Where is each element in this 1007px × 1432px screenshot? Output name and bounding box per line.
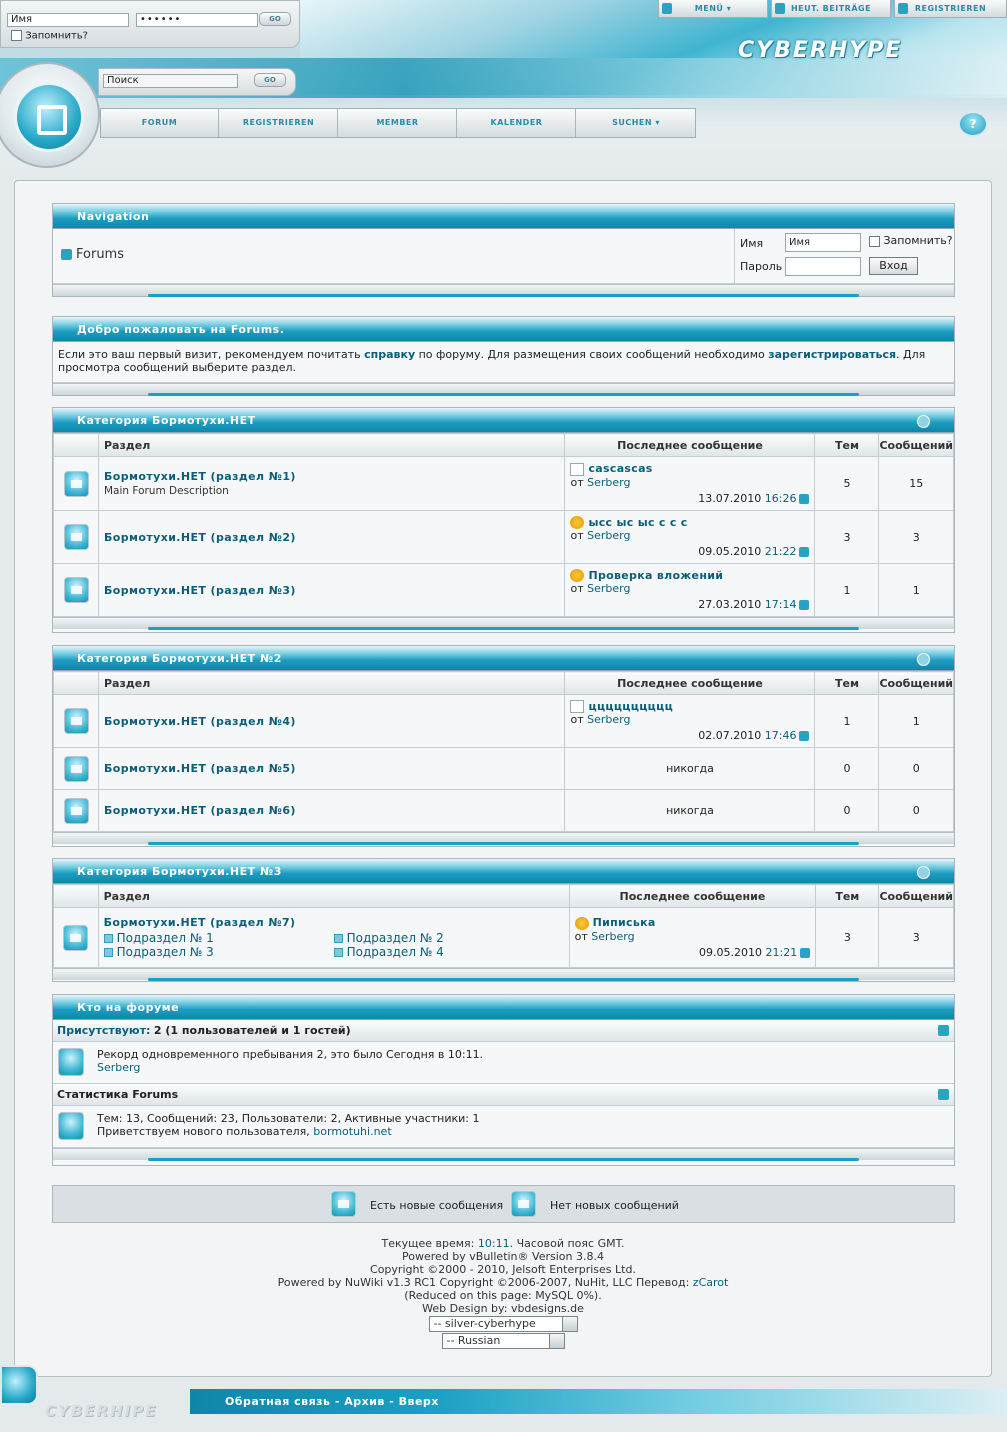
forum-link[interactable]: Бормотухи.НЕТ (раздел №3) <box>104 583 296 597</box>
go-to-post-icon[interactable] <box>800 948 810 958</box>
forum-status-icon[interactable] <box>64 756 89 782</box>
last-post-time: 17:14 <box>764 598 797 612</box>
go-to-post-icon[interactable] <box>799 547 809 557</box>
block-footer <box>53 968 954 980</box>
column-header-last-post: Последнее сообщение <box>569 885 816 908</box>
time-suffix: . Часовой пояс GMT. <box>509 1237 625 1250</box>
nav-remember-label: Запомнить? <box>883 234 953 247</box>
top-link-today-posts[interactable] <box>771 0 891 18</box>
forum-row <box>54 790 954 832</box>
arrow-icon <box>775 3 785 14</box>
forum-table <box>53 884 954 968</box>
header-username-input[interactable]: Имя <box>7 13 129 27</box>
header-login-go-button[interactable]: GO <box>259 12 291 26</box>
document-icon <box>570 463 584 476</box>
thread-count: 0 <box>815 748 879 790</box>
column-header-forum: Раздел <box>99 434 565 457</box>
forum-table <box>53 433 954 617</box>
header-remember-label: Запомнить? <box>25 30 88 42</box>
last-post-date: 09.05.2010 <box>699 945 763 959</box>
last-post-time: 17:46 <box>764 729 797 743</box>
last-post-user[interactable]: Serberg <box>591 929 635 943</box>
go-to-post-icon[interactable] <box>799 600 809 610</box>
welcome-block <box>52 316 955 396</box>
forum-link[interactable]: Бормотухи.НЕТ (раздел №4) <box>104 714 296 728</box>
legend-new-label: Есть новые сообщения <box>370 1199 504 1212</box>
nav-tab-register[interactable]: REGISTRIEREN <box>220 109 338 137</box>
collapse-icon[interactable] <box>938 1089 949 1100</box>
subforum-link[interactable] <box>104 945 334 959</box>
language-select-value: -- Russian <box>446 1334 501 1347</box>
column-header-last-post: Последнее сообщение <box>565 434 815 457</box>
forum-link[interactable]: Бормотухи.НЕТ (раздел №7) <box>103 916 296 929</box>
post-count: 3 <box>879 908 954 968</box>
style-select[interactable] <box>429 1316 578 1332</box>
breadcrumb-forums[interactable]: Forums <box>76 247 124 262</box>
footer <box>14 1237 992 1349</box>
last-post-user[interactable]: Serberg <box>587 475 631 489</box>
welcome-text-1: Если это ваш первый визит, рекомендуем почитать <box>58 348 365 361</box>
category-title <box>53 408 954 433</box>
block-footer <box>53 832 954 844</box>
nav-tab-member[interactable]: MEMBER <box>339 109 457 137</box>
nav-username-input[interactable]: Имя <box>785 233 861 252</box>
top-link-menu[interactable]: MENÜ ▾ <box>658 0 768 18</box>
arrow-icon <box>662 3 672 14</box>
last-post-date: 13.07.2010 <box>698 491 762 505</box>
go-to-post-icon[interactable] <box>799 494 809 504</box>
legend-old-label: Нет новых сообщений <box>550 1199 679 1212</box>
forum-link[interactable]: Бормотухи.НЕТ (раздел №6) <box>104 804 296 817</box>
forum-row <box>54 908 954 968</box>
post-count: 1 <box>879 564 954 617</box>
new-user-link[interactable]: bormotuhi.net <box>313 1125 392 1138</box>
subforum-label: Подраздел № 1 <box>116 931 214 945</box>
collapse-icon[interactable] <box>917 866 930 879</box>
welcome-new-user-text: Приветствуем нового пользователя, <box>97 1125 314 1138</box>
forum-link[interactable]: Бормотухи.НЕТ (раздел №1) <box>104 470 296 483</box>
reduced-note: (Reduced on this page: MySQL 0%). <box>404 1289 602 1302</box>
forum-link[interactable]: Бормотухи.НЕТ (раздел №5) <box>104 762 296 775</box>
stats-chart-icon <box>58 1112 84 1140</box>
language-select[interactable] <box>442 1333 565 1349</box>
by-label: от <box>570 582 584 596</box>
last-post-date: 02.07.2010 <box>698 729 762 743</box>
last-post-title[interactable]: цццццццццц <box>588 699 674 713</box>
collapse-icon[interactable] <box>938 1025 949 1036</box>
chevron-down-icon <box>549 1334 564 1348</box>
block-footer <box>53 1148 954 1160</box>
thread-count: 3 <box>816 908 879 968</box>
chevron-down-icon <box>562 1317 577 1331</box>
thread-count: 3 <box>815 511 879 564</box>
icon-legend <box>52 1185 955 1223</box>
top-link-register[interactable] <box>894 0 1007 18</box>
forum-description: Main Forum Description <box>104 485 229 497</box>
subforum-icon <box>334 934 343 943</box>
whos-online-title: Кто на форуме <box>53 995 954 1020</box>
online-record-row <box>53 1042 954 1084</box>
thread-count: 1 <box>815 695 879 748</box>
column-header-last-post: Последнее сообщение <box>565 672 815 695</box>
forum-link[interactable]: Бормотухи.НЕТ (раздел №2) <box>104 530 296 544</box>
by-label: от <box>570 713 584 727</box>
last-post-date: 27.03.2010 <box>698 598 762 612</box>
breadcrumb-icon <box>61 249 72 260</box>
forum-status-icon[interactable] <box>64 471 89 497</box>
forum-status-icon[interactable] <box>64 708 89 734</box>
subforum-link[interactable] <box>334 945 564 959</box>
document-icon <box>570 700 584 713</box>
column-header-threads: Тем <box>816 885 879 908</box>
time-prefix: Текущее время: <box>381 1237 478 1250</box>
last-post-title[interactable]: cascascas <box>588 462 653 476</box>
last-post-time: 21:22 <box>764 545 797 559</box>
column-header-posts: Сообщений <box>879 434 954 457</box>
online-user-link[interactable]: Serberg <box>97 1061 141 1074</box>
subforum-label: Подраздел № 3 <box>116 945 214 959</box>
current-time: 10:11 <box>477 1237 510 1250</box>
online-record-text: Рекорд одновременного пребывания 2, это было Сегодня в 10:11. <box>97 1048 484 1061</box>
present-header <box>53 1020 954 1042</box>
last-post-never: никогда <box>565 790 815 832</box>
collapse-icon[interactable] <box>917 653 930 666</box>
bottom-brand: CYBERHIPE <box>45 1402 158 1420</box>
by-label: от <box>570 529 584 543</box>
present-count: 2 (1 пользователей и 1 гостей) <box>153 1024 351 1037</box>
forum-row <box>54 511 954 564</box>
present-label[interactable]: Присутствуют: <box>57 1024 151 1037</box>
block-footer <box>53 383 954 395</box>
stats-header <box>53 1084 954 1106</box>
category-title-text: Категория Бормотухи.НЕТ <box>77 414 256 427</box>
last-post-time: 16:26 <box>764 491 797 505</box>
powered-by: Powered by vBulletin® Version 3.8.4 <box>402 1250 604 1263</box>
forum-status-icon[interactable] <box>64 577 89 603</box>
forum-status-icon[interactable] <box>64 798 89 824</box>
style-select-value: -- silver-cyberhype <box>433 1317 536 1330</box>
navigation-title: Navigation <box>53 204 954 229</box>
thread-count: 0 <box>815 790 879 832</box>
forum-table <box>53 671 954 832</box>
top-link-today-label: HEUT. BEITRÄGE <box>790 4 872 13</box>
brand-logo: CYBERHYPE <box>738 38 903 63</box>
header-search-input[interactable]: Поиск <box>103 74 238 88</box>
last-post-time: 21:21 <box>765 945 798 959</box>
forum-status-icon[interactable] <box>63 925 88 951</box>
users-icon <box>58 1048 84 1076</box>
subforum-link[interactable] <box>334 931 564 945</box>
category-title <box>53 646 954 671</box>
nav-tab-search-label: SUCHEN <box>612 118 653 127</box>
last-post-title[interactable]: Проверка вложений <box>588 568 724 582</box>
column-header-forum: Раздел <box>99 672 565 695</box>
forum-row <box>54 748 954 790</box>
bottom-links[interactable]: Обратная связь - Архив - Вверх <box>225 1395 439 1408</box>
welcome-title: Добро пожаловать на Forums. <box>53 317 954 342</box>
welcome-text-3: . Для просмотра сообщений выберите раздел. <box>58 348 926 374</box>
nav-password-input[interactable] <box>785 257 861 276</box>
go-to-post-icon[interactable] <box>799 731 809 741</box>
last-post-user[interactable]: Serberg <box>587 529 631 543</box>
category-title <box>53 859 954 884</box>
design-credit: Web Design by: vbdesigns.de <box>422 1302 584 1315</box>
header-search-go-button[interactable]: GO <box>254 73 286 87</box>
header-remember-checkbox[interactable] <box>11 30 22 41</box>
category-block <box>52 645 955 847</box>
arrow-icon <box>898 3 908 14</box>
header-search-box <box>98 68 296 96</box>
category-block <box>52 858 955 982</box>
category-title-text: Категория Бормотухи.НЕТ №2 <box>77 652 282 665</box>
by-label: от <box>570 475 584 489</box>
subforum-icon <box>104 934 113 943</box>
subforum-label: Подраздел № 2 <box>346 931 444 945</box>
nuwiki-text: Powered by NuWiki v1.3 RC1 Copyright ©2006-2007, NuHit, LLC Перевод: <box>277 1276 693 1289</box>
column-header-posts: Сообщений <box>879 885 954 908</box>
nav-remember-checkbox[interactable] <box>869 236 880 247</box>
by-label: от <box>574 929 588 943</box>
collapse-icon[interactable] <box>917 415 930 428</box>
welcome-text-2: по форуму. Для размещения своих сообщений необходимо <box>415 348 769 361</box>
top-link-menu-label: MENÜ <box>694 4 724 13</box>
header-login-box <box>0 0 300 48</box>
logo-icon <box>14 82 84 152</box>
category-title-text: Категория Бормотухи.НЕТ №3 <box>77 865 282 878</box>
whos-online-block <box>52 994 955 1166</box>
thumbs-up-icon <box>570 516 584 529</box>
new-posts-icon <box>331 1191 356 1217</box>
nav-tab-calendar[interactable]: KALENDER <box>458 109 576 137</box>
stats-row <box>53 1106 954 1148</box>
welcome-text <box>53 342 954 383</box>
nav-tab-search[interactable]: SUCHEN ▾ <box>612 118 660 127</box>
no-new-posts-icon <box>511 1191 536 1217</box>
nav-tab-forum[interactable]: FORUM <box>101 109 219 137</box>
column-header-threads: Тем <box>815 672 879 695</box>
last-post-title[interactable]: Пиписька <box>592 916 656 930</box>
last-post-user[interactable]: Serberg <box>587 582 631 596</box>
last-post-title[interactable]: ысс ыс ыс с с с <box>588 515 688 529</box>
category-block <box>52 407 955 633</box>
post-count: 0 <box>879 790 954 832</box>
thread-count: 5 <box>815 457 879 511</box>
translator-link[interactable]: zCarot <box>692 1276 729 1289</box>
subforum-label: Подраздел № 4 <box>346 945 444 959</box>
block-footer <box>53 617 954 629</box>
post-count: 1 <box>879 695 954 748</box>
forum-row <box>54 695 954 748</box>
column-header-forum: Раздел <box>98 885 569 908</box>
thumbs-up-icon <box>575 917 589 930</box>
navigation-block <box>52 203 955 297</box>
forum-row <box>54 457 954 511</box>
help-button[interactable]: ? <box>958 111 988 137</box>
column-header-threads: Тем <box>815 434 879 457</box>
block-footer <box>53 284 954 296</box>
header-password-input[interactable]: •••••• <box>136 13 258 27</box>
post-count: 15 <box>879 457 954 511</box>
register-link[interactable]: зарегистрироваться <box>768 348 897 361</box>
thumbs-up-icon <box>570 569 584 582</box>
post-count: 0 <box>879 748 954 790</box>
help-link[interactable]: справку <box>364 348 416 361</box>
stats-text: Тем: 13, Сообщений: 23, Пользователи: 2, Активные участники: 1 <box>97 1112 480 1125</box>
column-header-posts: Сообщений <box>879 672 954 695</box>
last-post-user[interactable]: Serberg <box>587 713 631 727</box>
forum-row <box>54 564 954 617</box>
subforum-icon <box>334 948 343 957</box>
post-count: 3 <box>879 511 954 564</box>
nav-username-label: Имя <box>740 237 764 250</box>
subforum-link[interactable] <box>104 931 334 945</box>
stats-title: Статистика Forums <box>57 1088 179 1101</box>
nav-password-label: Пароль <box>740 260 783 273</box>
nav-login-button[interactable]: Вход <box>869 257 918 275</box>
copyright: Copyright ©2000 - 2010, Jelsoft Enterprises Ltd. <box>370 1263 636 1276</box>
thread-count: 1 <box>815 564 879 617</box>
top-link-register-label: REGISTRIEREN <box>914 4 987 13</box>
forum-status-icon[interactable] <box>64 524 89 550</box>
last-post-never: никогда <box>565 748 815 790</box>
subforum-icon <box>104 948 113 957</box>
last-post-date: 09.05.2010 <box>698 545 762 559</box>
main-nav <box>100 108 696 138</box>
